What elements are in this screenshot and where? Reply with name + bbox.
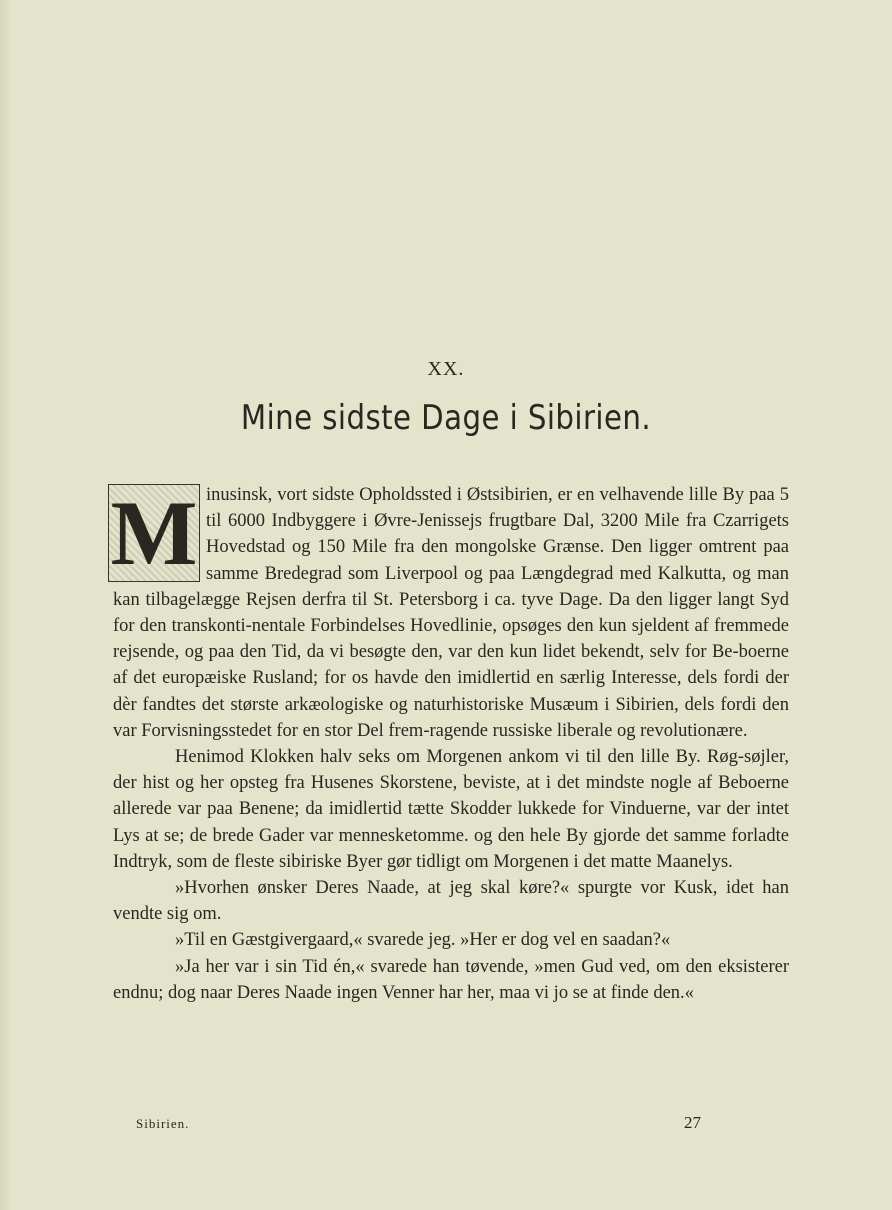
chapter-title: Mine sidste Dage i Sibirien. bbox=[240, 398, 652, 438]
initial-letter: M bbox=[110, 482, 198, 584]
paragraph-1-text: inusinsk, vort sidste Opholdssted i Østsibirien, er en velhavende lille By paa 5 til 6000 Indbyggere i Øvre-Jenissejs frugtbare Dal, 3200 Mile fra Czarrigets Hovedstad og 150 Mile fra den mongolske Grænse. Den ligger omtrent paa samme Bredegrad som Liverpool og paa Længdegrad med Kalkutta, og man kan tilbagelægge Rejsen derfra til St. Petersborg i ca. tyve Dage. Da den ligger langt Syd for den transkonti-nentale Forbindelses Hovedlinie, opsøges den kun sjeldent af fremmede rejsende, og paa den Tid, da vi besøgte den, var den kun lidet bekendt, selv for Be-boerne af det europæiske Rusland; for os havde den imidlertid en særlig Interesse, dels fordi der dèr fandtes det største arkæologiske og naturhistoriske Musæum i Sibirien, dels fordi den var Forvisningsstedet for en stor Del frem-ragende russiske liberale og revolutionære. bbox=[113, 485, 789, 741]
paragraph-2: Henimod Klokken halv seks om Morgenen ankom vi til den lille By. Røg-søjler, der hist og her opsteg fra Husenes Skorstene, beviste, at i det mindste nogle af Beboerne allerede var paa Benene; da imidlertid tætte Skodder lukkede for Vinduerne, var der intet Lys at se; de brede Gader var mennesketomme. og den hele By gjorde det samme forladte Indtryk, som de fleste sibiriske Byer gør tidligt om Morgenen i det matte Maanelys. bbox=[113, 747, 789, 872]
decorated-initial bbox=[108, 484, 200, 582]
chapter-number: XX. bbox=[427, 358, 465, 380]
page-number: 27 bbox=[684, 1113, 701, 1132]
page-edge-shadow bbox=[0, 0, 12, 1210]
paragraph-4: »Til en Gæstgivergaard,« svarede jeg. »Her er dog vel en saadan?« bbox=[175, 930, 671, 951]
chapter-body bbox=[110, 482, 789, 1006]
paragraph-3: »Hvorhen ønsker Deres Naade, at jeg skal køre?« spurgte vor Kusk, idet han vendte sig om. bbox=[113, 878, 789, 925]
paragraph-5: »Ja her var i sin Tid én,« svarede han tøvende, »men Gud ved, om den eksisterer endnu; dog naar Deres Naade ingen Venner har her, maa vi jo se at finde den.« bbox=[113, 956, 789, 1003]
paragraph-1 bbox=[110, 482, 789, 744]
signature-mark: Sibirien. bbox=[136, 1116, 190, 1131]
